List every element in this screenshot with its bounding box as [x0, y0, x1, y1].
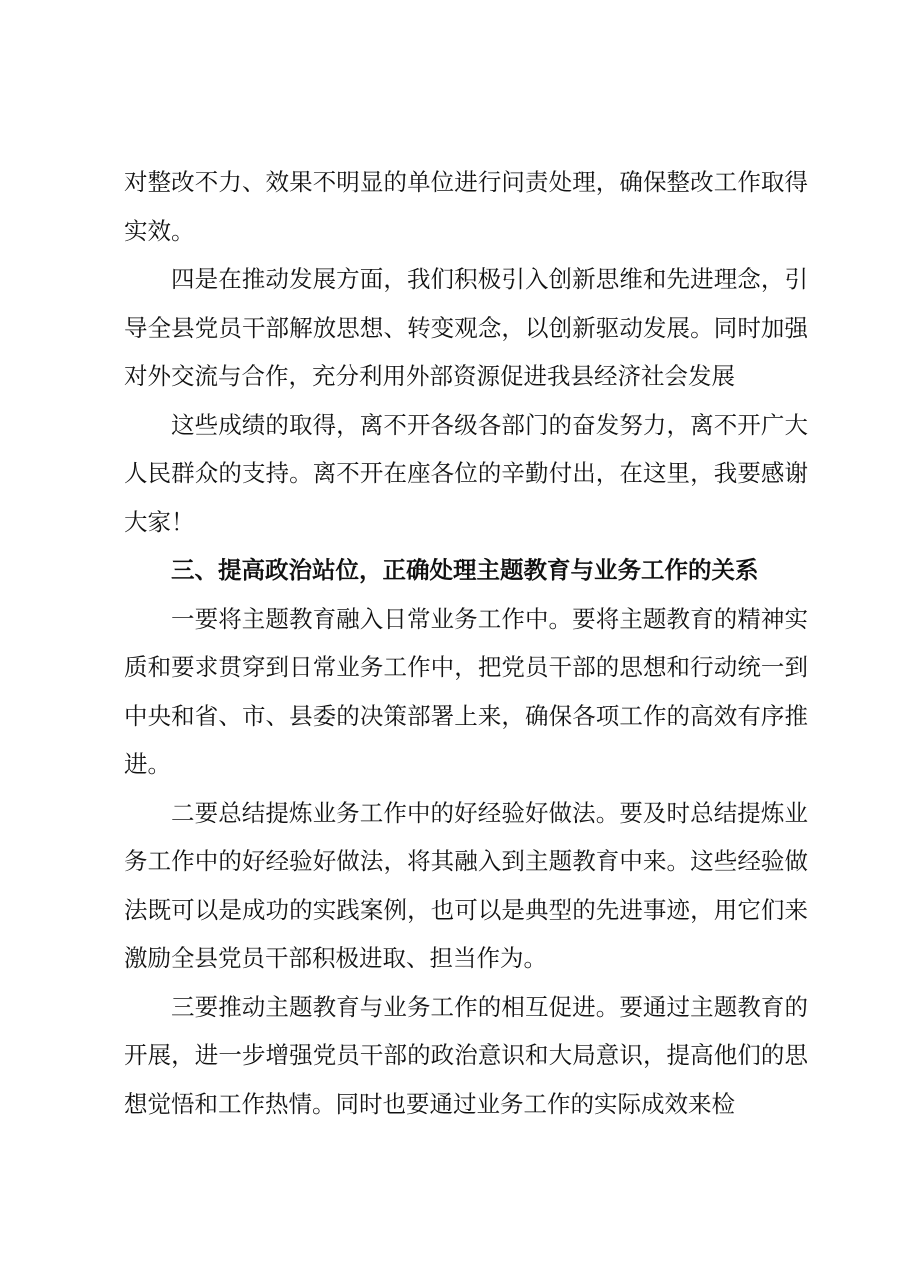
section-heading-three: 三、提高政治站位，正确处理主题教育与业务工作的关系 — [171, 556, 759, 584]
paragraph-promote-development: 四是在推动发展方面，我们积极引入创新思维和先进理念，引导全县党员干部解放思想、转变观念，以创新驱动发展。同时加强对外交流与合作，充分利用外部资源促进我县经济社会发展 — [124, 265, 808, 390]
document-page — [124, 158, 808, 1128]
paragraph-achievements-thanks: 这些成绩的取得，离不开各级各部门的奋发努力，离不开广大人民群众的支持。离不开在座各位的辛勤付出，在这里，我要感谢大家！ — [124, 410, 808, 536]
paragraph-summarize-experience: 二要总结提炼业务工作中的好经验好做法。要及时总结提炼业务工作中的好经验好做法，将其融入到主题教育中来。这些经验做法既可以是成功的实践案例，也可以是典型的先进事迹，用它们来激励全县党员干部积极进取、担当作为。 — [124, 798, 808, 972]
paragraph-mutual-promotion: 三要推动主题教育与业务工作的相互促进。要通过主题教育的开展，进一步增强党员干部的政治意识和大局意识，提高他们的思想觉悟和工作热情。同时也要通过业务工作的实际成效来检 — [124, 992, 808, 1118]
paragraph-integrate-daily-work: 一要将主题教育融入日常业务工作中。要将主题教育的精神实质和要求贯穿到日常业务工作中，把党员干部的思想和行动统一到中央和省、市、县委的决策部署上来，确保各项工作的高效有序推进。 — [124, 604, 808, 778]
paragraph-rectification-accountability: 对整改不力、效果不明显的单位进行问责处理，确保整改工作取得实效。 — [124, 168, 808, 245]
